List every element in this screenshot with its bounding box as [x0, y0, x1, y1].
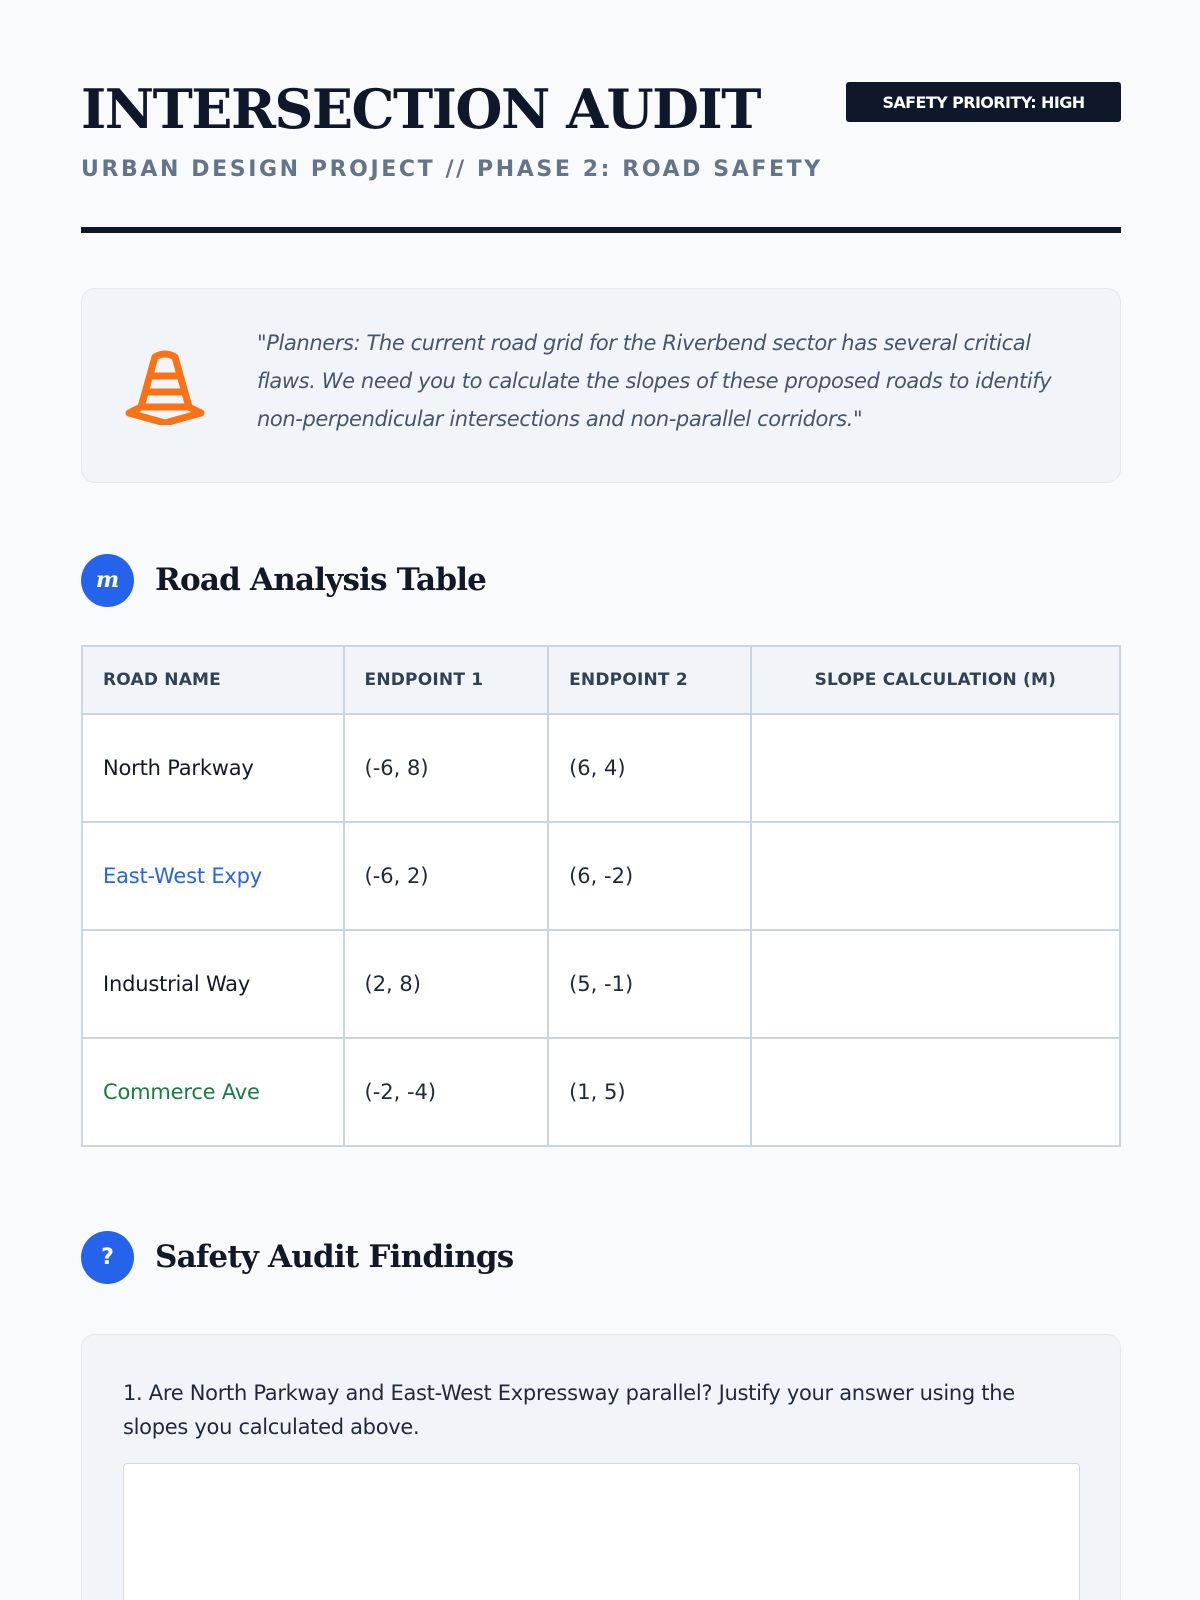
endpoint-2: (6, -2): [548, 822, 751, 930]
road-name: Commerce Ave: [82, 1038, 344, 1146]
endpoint-2: (5, -1): [548, 930, 751, 1038]
table-row: [82, 1038, 1120, 1146]
findings-title: Safety Audit Findings: [155, 1239, 514, 1275]
column-header: ROAD NAME: [82, 646, 344, 714]
priority-badge: SAFETY PRIORITY: HIGH: [846, 82, 1121, 122]
slope-answer-cell[interactable]: [751, 930, 1120, 1038]
road-analysis-table: [81, 645, 1121, 1147]
findings-heading: [81, 1230, 513, 1284]
question-card: [81, 1334, 1121, 1600]
slope-m-icon: m: [81, 554, 134, 607]
page-title: INTERSECTION AUDIT: [81, 77, 760, 141]
endpoint-1: (-6, 2): [344, 822, 549, 930]
traffic-cone-icon: [125, 349, 205, 425]
mission-brief: [81, 288, 1121, 483]
slope-answer-cell[interactable]: [751, 1038, 1120, 1146]
table-header-row: [82, 646, 1120, 714]
road-table-heading: [81, 553, 486, 607]
question-mark-icon: ?: [81, 1231, 134, 1284]
page-header: [81, 0, 1121, 236]
page-subtitle: URBAN DESIGN PROJECT // PHASE 2: ROAD SAFETY: [81, 157, 823, 182]
road-name: Industrial Way: [82, 930, 344, 1038]
road-name: North Parkway: [82, 714, 344, 822]
mission-quote: "Planners: The current road grid for the Riverbend sector has several critical flaws. We need you to calculate the slopes of these proposed roads to identify non-perpendicular intersections and non-parallel corridors.": [257, 331, 1052, 431]
column-header: ENDPOINT 2: [548, 646, 751, 714]
endpoint-1: (2, 8): [344, 930, 549, 1038]
table-row: [82, 930, 1120, 1038]
header-divider: [81, 227, 1121, 233]
worksheet-page: [81, 0, 1121, 1439]
slope-answer-cell[interactable]: [751, 714, 1120, 822]
slope-answer-cell[interactable]: [751, 822, 1120, 930]
road-table-title: Road Analysis Table: [155, 562, 487, 598]
endpoint-1: (-2, -4): [344, 1038, 549, 1146]
table-row: [82, 822, 1120, 930]
road-name: East-West Expy: [82, 822, 344, 930]
question-text: 1. Are North Parkway and East-West Expressway parallel? Justify your answer using the slopes you calculated above.: [123, 1381, 1015, 1439]
endpoint-1: (-6, 8): [344, 714, 549, 822]
answer-field[interactable]: [123, 1463, 1080, 1600]
endpoint-2: (6, 4): [548, 714, 751, 822]
column-header: ENDPOINT 1: [344, 646, 549, 714]
column-header: SLOPE CALCULATION (M): [751, 646, 1120, 714]
table-row: [82, 714, 1120, 822]
endpoint-2: (1, 5): [548, 1038, 751, 1146]
